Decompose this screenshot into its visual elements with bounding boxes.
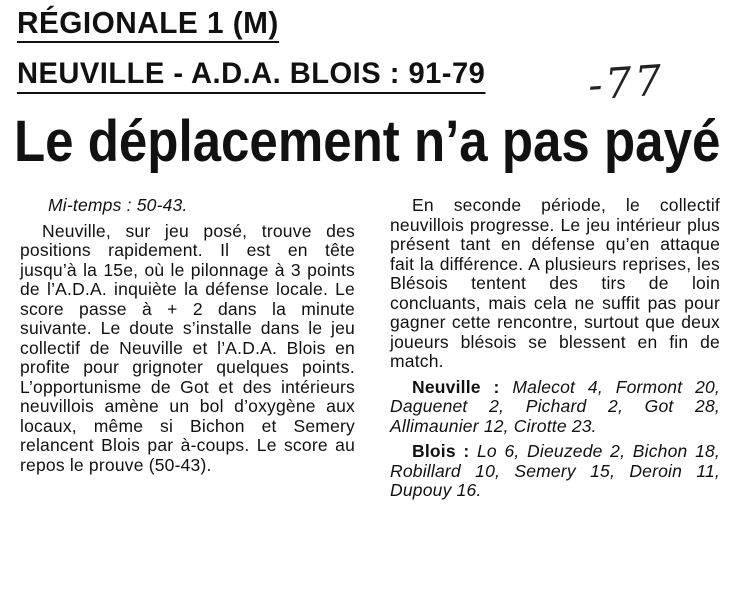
lineup-neuville-players: Malecot 4, Formont 20, Daguenet 2, Pichard 2, Got 28, Allimaunier 12, Cirotte 23. xyxy=(390,376,720,436)
article-headline: Le déplacement n’a pas payé xyxy=(14,109,721,174)
article-paragraph-second-half: En seconde période, le collectif neuvillois progresse. Le jeu intérieur plus présent tant en défense qu’en attaque fait la différence. A plusieurs reprises, les Blésois tentent des tirs de loin concluants, mais cela ne suffit pas pour gagner cette rencontre, surtout que deux joueurs blésois se blessent en fin de match. xyxy=(390,195,720,371)
handwritten-annotation: -77 xyxy=(586,55,667,110)
lineup-blois-players: Lo 6, Dieuzede 2, Bichon 18, Robillard 10, Semery 15, Deroin 11, Dupouy 16. xyxy=(390,441,720,500)
section-kicker: RÉGIONALE 1 (M) xyxy=(17,6,279,43)
article-column-left xyxy=(20,196,355,475)
lineup-blois-label: Blois : xyxy=(412,441,470,461)
lineup-neuville-label: Neuville : xyxy=(412,376,500,397)
lineup-neuville xyxy=(390,378,720,437)
lineup-blois xyxy=(390,442,720,501)
article-column-right xyxy=(390,196,720,501)
match-score-line: NEUVILLE - A.D.A. BLOIS : 91-79 xyxy=(17,57,485,94)
halftime-score: Mi-temps : 50-43. xyxy=(48,195,188,215)
article-paragraph-first-half: Neuville, sur jeu posé, trouve des positions rapidement. Il est en tête jusqu’à la 15e, où le pilonnage à 3 points de l’A.D.A. inquiète la défense locale. Le score passe à + 2 dans la minute suivante. Le doute s’installe dans le jeu collectif de Neuville et l’A.D.A. Blois en profite pour grignoter quelques points. L’opportunisme de Got et des intérieurs neuvillois amène un bol d’oxygène aux locaux, même si Bichon et Semery relancent Blois par à-coups. Le score au repos le prouve (50-43). xyxy=(20,220,355,475)
